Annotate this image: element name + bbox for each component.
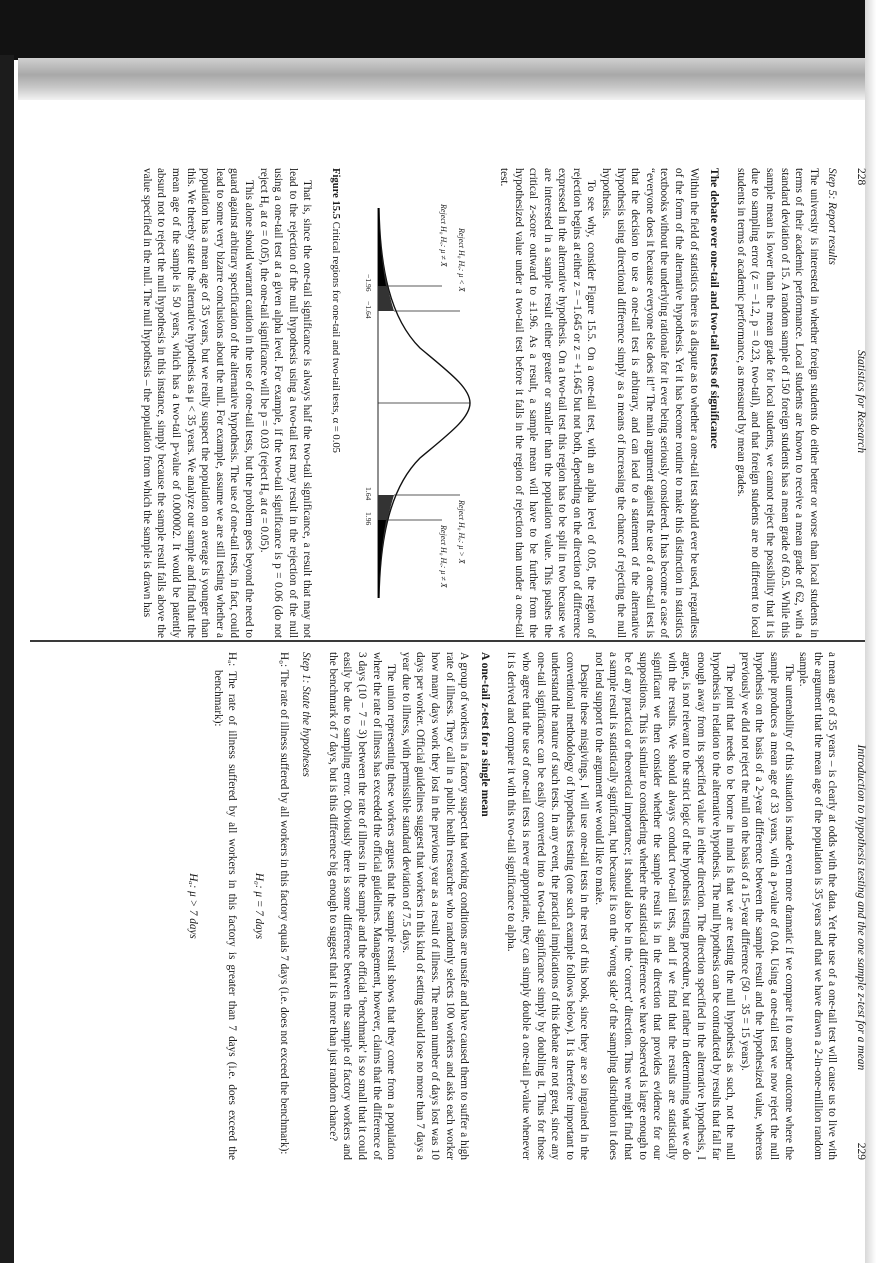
figure-caption-text: Critical regions for one-tail and two-tail tests, α = 0.05 bbox=[330, 221, 342, 453]
book-page-228 bbox=[30, 168, 870, 638]
null-hypothesis-text: H₀: The rate of illness suffered by all workers in this factory equals 7 days (i.e. does not exceed the benchmark): bbox=[277, 652, 290, 1155]
figure-critical-regions bbox=[320, 168, 490, 638]
paragraph: The union representing these workers argues that the sample result shows that they come from a population where the rate of illness has exceeded the official guidelines. Management, however, claims that the difference of 3 days (10 − 7 = 3) between the rate of illness in the sample and the official ‘benchmark’ is so small that it could easily be due to sampling error. Obviously there is some difference between the sample of factory workers and the benchmark of 7 days, but is this difference big enough to suggest that it is more than just random chance? bbox=[326, 652, 398, 1160]
running-header bbox=[853, 168, 870, 638]
scanner-border-top bbox=[0, 0, 893, 60]
null-hypothesis-equation: H₀: μ = 7 days bbox=[253, 872, 266, 940]
scanner-border-left bbox=[0, 55, 14, 1263]
tick-1-96: 1.96 bbox=[364, 512, 374, 526]
figure-caption bbox=[328, 168, 343, 453]
left-tail-label-two-tail: Reject H₀ Hₐ: μ ≠ X̄ bbox=[439, 204, 449, 267]
alternative-hypothesis-text: Hₐ: The rate of illness suffered by all workers in this factory is greater than 7 days (i.e. does exceed the benchmark): bbox=[211, 652, 239, 1160]
paragraph: The point that needs to be borne in mind is that we are testing the null hypothesis as such, not the null hypothesis in relation to the alternative hypothesis. The null hypothesis can be contradicted by results that fall far enough away from its specified value in either direction. The direction specified in the alternative hypothesis, I argue, is not relevant to the strict logic of the hypothesis testing procedure, but rather in determining what we do with the results. We should always conduct two-tail tests, and if we find that the results are statistically significant we then consider whether the sample result is in the direction that provides evidence for our suppositions. This is similar to considering whether the statistical difference we have observed is large enough to be of any practical or theoretical importance; it should also be in the ‘correct’ direction. Thus we might find that a sample result is statistically significant, but because it is on the ‘wrong side’ of the sampling distribution it does not lend support to the argument we would like to make. bbox=[592, 652, 737, 1160]
paragraph: Within the field of statistics there is a dispute as to whether a one-tail test should ever be used, regardless of the form of the alternative hypothesis. Yet it has become routine to make this distinction in statistics textbooks without the underlying rationale for it ever being seriously considered. It has become a case of “everyone does it because everyone else does it!” The main argument against the use of a one-tail test is that the decision to use a one-tail test is arbitrary, and can lead to a statement of the alternative hypothesis using directional difference simply as a means of increasing the chance of rejecting the null hypothesis. bbox=[600, 168, 700, 638]
figure-number: Figure 15.5 bbox=[330, 168, 342, 220]
book-page-229 bbox=[30, 652, 870, 1160]
paragraph: This alone should warrant caution in the use of one-tail tests, but the problem goes beyond the need to guard against arbitrary specification of the alternative hypothesis. The use of one-tail tests, in fact, could lead to some very bizarre conclusions about the null. For example, assume we are still testing whether a population has a mean age of 35 years, but we really suspect the population on average is younger than this. We thereby state the alternative hypothesis as μ < 35 years. We analyze our sample and find that the mean age of the sample is 50 years, which has a two-tail p-value of 0.000002. It would be patently absurd not to reject the null hypothesis in this instance, simply because the sample result falls above the value specified in the null. The null hypothesis – the population from which the sample is drawn has bbox=[140, 168, 255, 638]
tick-neg-1-96: −1.96 bbox=[364, 274, 374, 292]
running-title: Introduction to hypothesis testing and the one sample z-test for a mean bbox=[855, 744, 867, 1071]
left-tail-label-one-tail: Reject H₀ Hₐ: μ < X̄ bbox=[457, 228, 467, 292]
book-spine-divider bbox=[30, 640, 865, 642]
paragraph: A group of workers in a factory suspect that working conditions are unsafe and have caused them to suffer a high rate of illness. They call in a public health researcher who randomly selects 100 workers and asks each worker how many days work they lost in the previous year as a result of illness. The mean number of days lost was 10 days per worker. Official guidelines suggest that workers in this kind of setting should lose no more than 7 days a year due to illness, with permissible standard deviation of 7.5 days. bbox=[399, 652, 471, 1160]
paragraph: a mean age of 35 years – is clearly at odds with the data. Yet the use of a one-tail test will cause us to live with the argument that the mean age of the population is 35 years and that we have drawn a 2-in-one-million random sample. bbox=[797, 652, 839, 1160]
paragraph: Despite these misgivings, I will use one-tail tests in the rest of this book, since they are so ingrained in the conventional methodology of hypothesis testing (one such example follows below). It is therefore important to understand the nature of such tests. In any event, the practical implications of this debate are not great, since any one-tail significance can be easily converted into a two-tail significance simply by doubling it. Thus for those who agree that the use of one-tail tests is never appropriate, they can simply double a one-tail p-value whenever it is derived and compare it with this two-tail significance to alpha. bbox=[505, 652, 591, 1160]
running-header bbox=[853, 652, 870, 1160]
page-edge-shadow bbox=[18, 58, 893, 100]
alternative-hypothesis-equation: Hₐ: μ > 7 days bbox=[187, 873, 200, 939]
paragraph: The untenability of this situation is made even more dramatic if we compare it to another outcome where the sample produces a mean age of 33 years, with a p-value of 0.04. Using a one-tail test we now reject the null hypothesis on the basis of a 2-year difference between the sample result and the hypothesized value, whereas previously we did not reject the null on the basis of a 15-year difference (50 − 35 = 15 years). bbox=[738, 652, 795, 1160]
tick-1-64: 1.64 bbox=[364, 487, 374, 501]
step-heading: Step 5: Report results bbox=[826, 168, 839, 265]
normal-curve-chart bbox=[360, 168, 490, 638]
right-tail-label-two-tail: Reject H₀ Hₐ: μ ≠ X̄ bbox=[439, 525, 449, 588]
right-tail-label-one-tail: Reject H₀ Hₐ: μ > X̄ bbox=[457, 500, 467, 564]
tick-neg-1-64: −1.64 bbox=[364, 301, 374, 319]
paragraph: That is, since the one-tail significance is always half the two-tail significance, a result that may not lead to the rejection of the null hypothesis using a two-tail test may result in the rejection of the null using a one-tail test at a given alpha level. For example, if the two-tail significance is p = 0.06 (do not reject H₀ at α = 0.05), the one-tail significance will be p = 0.03 (reject H₀ at α = 0.05). bbox=[257, 168, 314, 638]
page-number: 229 bbox=[855, 1142, 867, 1160]
section-heading: A one-tail z-test for a single mean bbox=[478, 652, 492, 817]
paragraph: The university is interested in whether foreign students do either better or worse than local students in terms of their academic performance. Local students are known to receive a mean grade of 62, with a standard deviation of 15. A random sample of 150 foreign students has a mean grade of 60.5. While this sample mean is lower than the mean grade for local students, we cannot reject the possibility that it is due to sampling error (z = −1.2, p = 0.23, two-tail), and that foreign students are no different to local students in terms of academic performance, as measured by mean grades. bbox=[734, 168, 820, 638]
paragraph: To see why, consider Figure 15.5. On a one-tail test, with an alpha level of 0.05, the region of rejection begins at either z = −1.645 or z = +1.645 but not both, depending on the direction of difference expressed in the alternative hypothesis. On a two-tail test this region has to be split in two because we are interested in a sample result either greater or smaller than the population value. This pushes the critical z-score outward to ±1.96. As a result, a sample mean will have to be further from the hypothesized value under a two-tail test before it falls in the region of rejection than under a one-tail test. bbox=[497, 168, 598, 638]
section-heading: The debate over one-tail and two-tail tests of significance bbox=[708, 168, 722, 449]
step-heading: Step 1: State the hypotheses bbox=[300, 652, 313, 777]
page-number: 228 bbox=[855, 168, 867, 186]
running-title: Statistics for Research bbox=[855, 350, 867, 454]
